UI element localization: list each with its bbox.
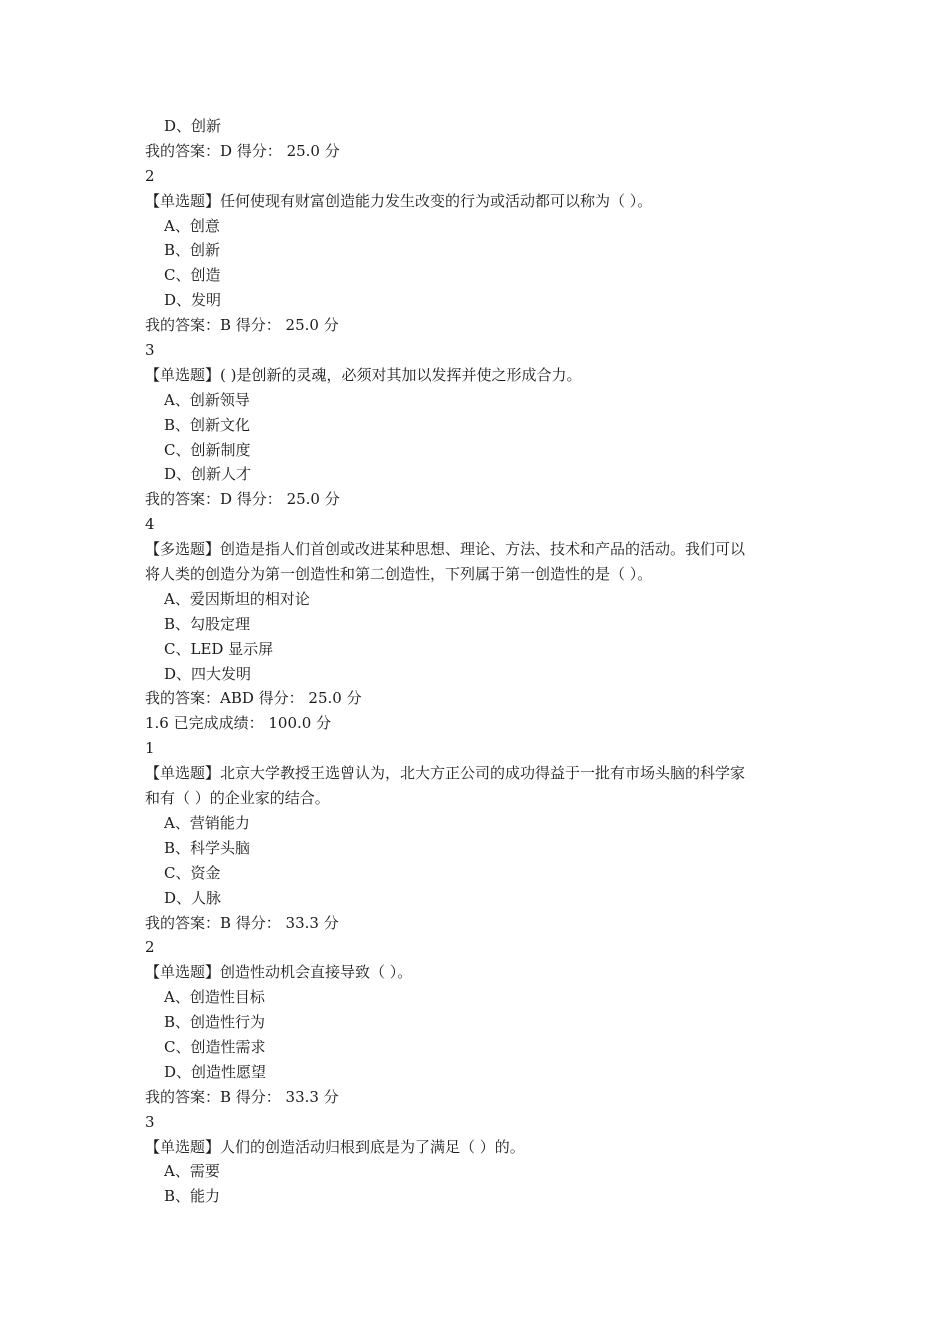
answer-option: A、创新领导 [164, 390, 250, 409]
answer-option: B、创新 [164, 241, 221, 260]
answer-option: B、科学头脑 [164, 838, 251, 857]
my-answer-line: 我的答案：ABD 得分： 25.0 分 [145, 689, 362, 708]
answer-option: B、创造性行为 [164, 1013, 266, 1032]
question-text: 【单选题】人们的创造活动归根到底是为了满足（ ）的。 [145, 1137, 525, 1156]
answer-option: D、创新 [164, 117, 222, 135]
answer-option: A、创意 [164, 216, 220, 235]
answer-option: B、能力 [164, 1187, 221, 1206]
my-answer-line: 我的答案：B 得分： 33.3 分 [145, 1087, 339, 1106]
answer-option: A、需要 [164, 1162, 220, 1181]
question-number: 3 [145, 341, 155, 360]
answer-option: B、创新文化 [164, 415, 251, 434]
question-number: 2 [145, 938, 155, 957]
answer-option: A、爱因斯坦的相对论 [164, 589, 310, 608]
question-number: 4 [145, 515, 155, 534]
question-text: 【单选题】北京大学教授王选曾认为，北大方正公司的成功得益于一批有市场头脑的科学家 [145, 764, 746, 783]
answer-option: D、人脉 [164, 888, 222, 907]
answer-option: C、创新制度 [164, 440, 251, 459]
question-text: 【多选题】创造是指人们首创或改进某种思想、理论、方法、技术和产品的活动。我们可以 [145, 540, 746, 559]
answer-option: B、勾股定理 [164, 614, 251, 633]
question-number: 3 [145, 1112, 155, 1131]
my-answer-line: 我的答案：B 得分： 25.0 分 [145, 316, 339, 335]
answer-option: C、创造性需求 [164, 1037, 266, 1056]
document-page [145, 114, 825, 1209]
my-answer-line: 我的答案：D 得分： 25.0 分 [145, 490, 340, 509]
my-answer-line: 我的答案：D 得分： 25.0 分 [145, 141, 340, 160]
answer-option: C、创造 [164, 266, 221, 285]
question-text: 【单选题】( )是创新的灵魂，必须对其加以发挥并使之形成合力。 [145, 365, 582, 384]
answer-option: A、创造性目标 [164, 988, 265, 1007]
question-text: 和有（ ）的企业家的结合。 [145, 789, 330, 808]
answer-option: D、创造性愿望 [164, 1062, 267, 1081]
answer-option: C、资金 [164, 863, 221, 882]
section-score-line: 1.6 已完成成绩： 100.0 分 [145, 714, 332, 733]
question-number: 1 [145, 739, 155, 758]
answer-option: D、四大发明 [164, 664, 252, 683]
answer-option: D、发明 [164, 291, 222, 310]
question-text: 【单选题】创造性动机会直接导致（ ）。 [145, 963, 413, 982]
my-answer-line: 我的答案：B 得分： 33.3 分 [145, 913, 339, 932]
question-text: 【单选题】任何使现有财富创造能力发生改变的行为或活动都可以称为（ ）。 [145, 191, 653, 210]
answer-option: C、LED 显示屏 [164, 639, 274, 658]
question-number: 2 [145, 166, 155, 185]
question-text: 将人类的创造分为第一创造性和第二创造性，下列属于第一创造性的是（ ）。 [145, 565, 653, 584]
answer-option: A、营销能力 [164, 813, 250, 832]
answer-option: D、创新人才 [164, 465, 252, 484]
